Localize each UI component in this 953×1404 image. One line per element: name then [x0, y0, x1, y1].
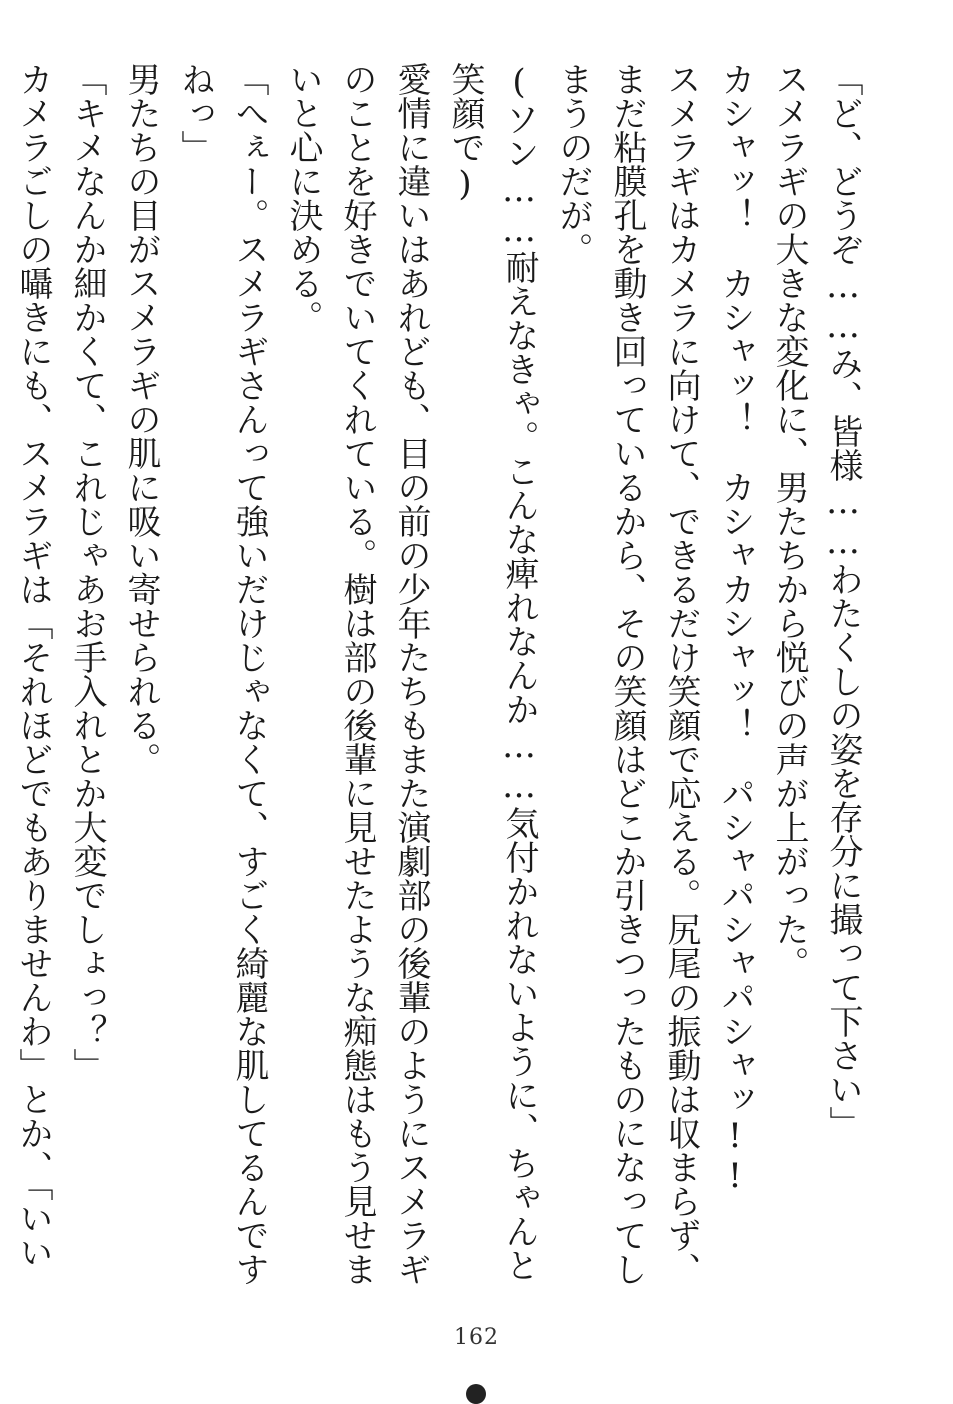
page-marker-dot [466, 1384, 486, 1404]
paragraph: 愛情に違いはあれども、目の前の少年たちもまた演劇部の後輩のようにスメラギのことを好きでいてくれている。樹は部の後輩に見せたような痴態はもう見せまいと心に決める。 [283, 62, 431, 1286]
paragraph: 「へぇー。スメラギさんって強いだけじゃなくて、すごく綺麗な肌してるんですねっ」 [175, 62, 269, 1286]
paragraph: 男たちの目がスメラギの肌に吸い寄せられる。 [121, 62, 161, 776]
paragraph: スメラギはカメラに向けて、できるだけ笑顔で応える。尻尾の振動は収まらず、まだ粘膜孔を動き回っているから、その笑顔はどこか引きつったものになってしまうのだが。 [553, 62, 701, 1286]
paragraph: スメラギの大きな変化に、男たちから悦びの声が上がった。 [769, 62, 809, 980]
vertical-text-body [13, 62, 870, 1302]
paragraph: (ソン……耐えなきゃ。こんな痺れなんか……気付かれないように、ちゃんと笑顔で) [445, 62, 539, 1282]
paragraph: 「キメなんか細かくて、これじゃあお手入れとか大変でしょっ？」 [67, 62, 107, 1082]
paragraph: カメラごしの囁きにも、スメラギは「それほどでもありませんわ」とか、「いい [13, 62, 53, 1269]
page-number: 162 [454, 1325, 499, 1350]
paragraph: 「ど、どうぞ……み、皆様……わたくしの姿を存分に撮って下さい」 [823, 62, 863, 1140]
paragraph: カシャッ！ カシャッ！ カシャカシャッ！ パシャパシャパシャッ!! [715, 62, 755, 1196]
